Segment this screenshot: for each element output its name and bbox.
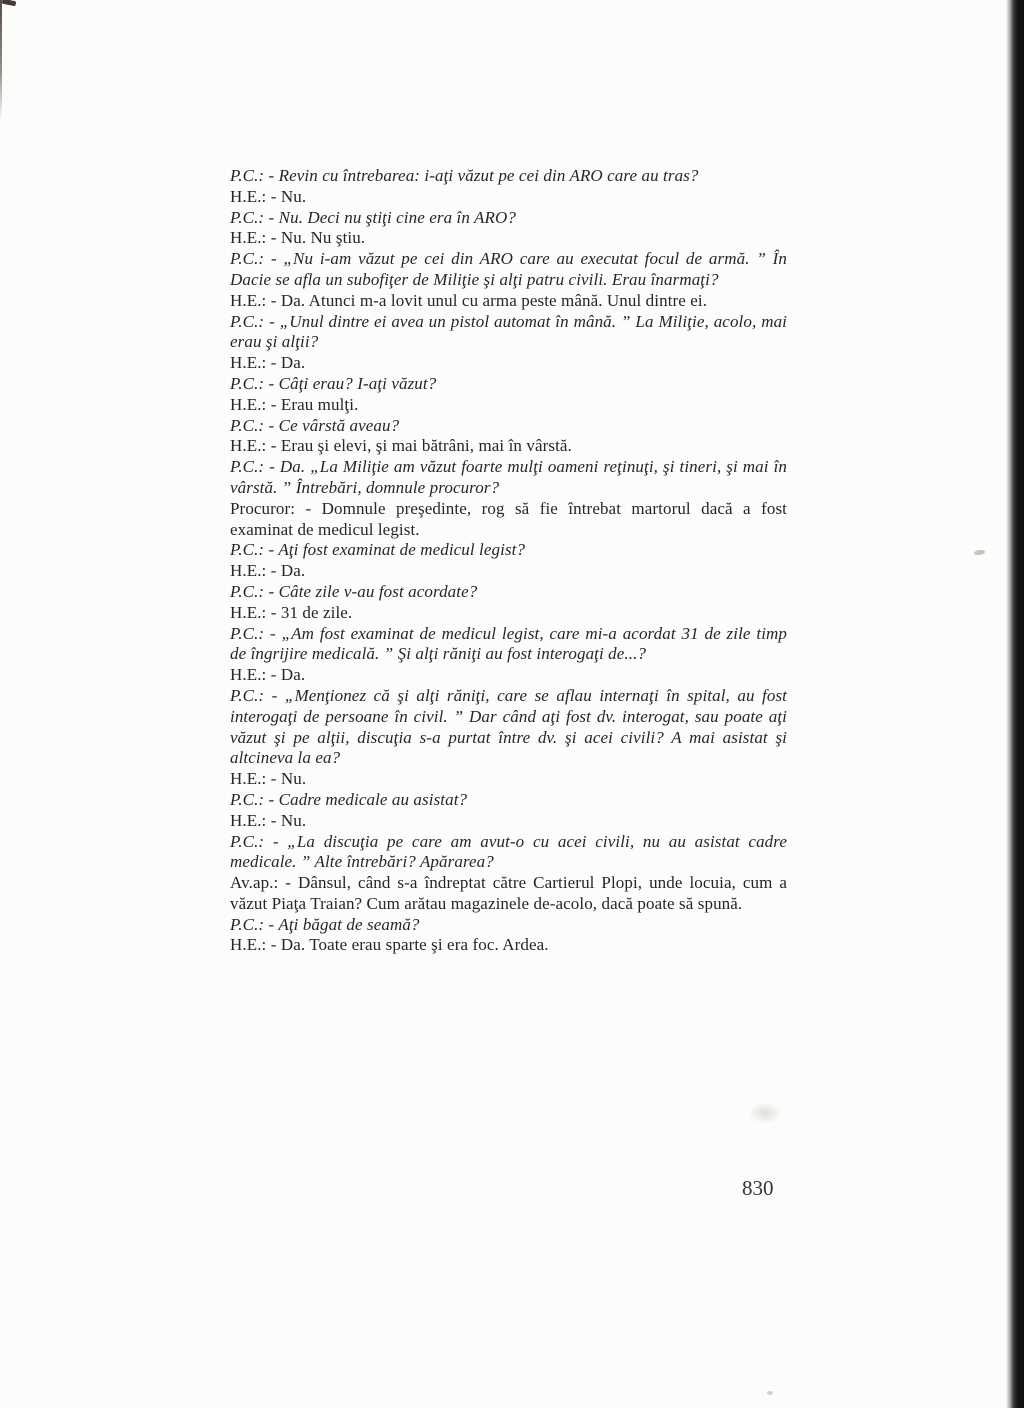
transcript-paragraph: P.C.: - Da. „La Miliţie am văzut foarte mulţi oameni reţinuţi, şi tineri, şi mai în vârstă. ” Întrebări, domnule procuror?	[230, 457, 787, 497]
transcript-paragraph: H.E.: - Da. Atunci m-a lovit unul cu arma peste mână. Unul dintre ei.	[230, 290, 708, 310]
transcript-paragraph: P.C.: - Aţi băgat de seamă?	[230, 914, 420, 934]
transcript-block	[230, 166, 787, 956]
transcript-paragraph: H.E.: - Da.	[230, 353, 306, 373]
transcript-paragraph: P.C.: - Câte zile v-au fost acordate?	[230, 581, 478, 601]
transcript-paragraph: H.E.: - Da.	[230, 665, 306, 685]
transcript-paragraph: H.E.: - Nu.	[230, 810, 307, 830]
scan-smudge	[748, 1102, 782, 1124]
transcript-paragraph: P.C.: - Ce vârstă aveau?	[230, 415, 400, 435]
scan-speck	[974, 549, 986, 555]
scan-left-edge-line	[0, 0, 2, 120]
transcript-paragraph: P.C.: - Cadre medicale au asistat?	[230, 789, 468, 809]
transcript-paragraph: H.E.: - Nu. Nu ştiu.	[230, 228, 366, 248]
transcript-paragraph: H.E.: - Erau şi elevi, şi mai bătrâni, mai în vârstă.	[230, 436, 572, 456]
transcript-paragraph: P.C.: - „Unul dintre ei avea un pistol automat în mână. ” La Miliţie, acolo, mai erau şi alţii?	[230, 311, 787, 352]
scan-dot	[767, 1391, 773, 1395]
transcript-paragraph: H.E.: - Nu.	[230, 769, 307, 789]
transcript-paragraph: P.C.: - Revin cu întrebarea: i-aţi văzut pe cei din ARO care au tras?	[230, 166, 699, 185]
transcript-paragraph: P.C.: - „Am fost examinat de medicul legist, care mi-a acordat 31 de zile timp de îngrijire medicală. ” Şi alţi răniţi au fost interogaţi de...?	[230, 623, 787, 664]
scan-corner-mark	[2, 0, 17, 6]
transcript-paragraph: P.C.: - Nu. Deci nu ştiţi cine era în ARO?	[230, 207, 516, 227]
transcript-paragraph: P.C.: - Aţi fost examinat de medicul legist?	[230, 540, 526, 560]
transcript-paragraph: P.C.: - „Menţionez că şi alţi răniţi, care se aflau internaţi în spital, au fost interogaţi de persoane în civil. ” Dar când aţi fost dv. interogat, sau poate aţi văzut şi pe alţii, discuţia s-a purtat între dv. şi acei civili? A mai asistat şi altcineva la ea?	[230, 685, 787, 768]
transcript-paragraph: H.E.: - Da.	[230, 561, 306, 581]
transcript-paragraph: P.C.: - „La discuţia pe care am avut-o cu acei civili, nu au asistat cadre medicale. ” Alte întrebări? Apărarea?	[230, 831, 787, 872]
transcript-paragraph: Procuror: - Domnule preşedinte, rog să fie întrebat martorul dacă a fost examinat de medicul legist.	[230, 498, 787, 539]
page-number: 830	[742, 1176, 774, 1200]
transcript-paragraph: P.C.: - Câţi erau? I-aţi văzut?	[230, 373, 437, 393]
transcript-paragraph: H.E.: - 31 de zile.	[230, 602, 353, 622]
transcript-paragraph: H.E.: - Erau mulţi.	[230, 394, 359, 414]
transcript-paragraph: H.E.: - Nu.	[230, 186, 307, 206]
transcript-paragraph: P.C.: - „Nu i-am văzut pe cei din ARO care au executat focul de armă. ” În Dacie se afla un subofiţer de Miliţie şi alţi patru civili. Erau înarmaţi?	[230, 249, 787, 289]
scan-edge-shadow-bar	[1006, 0, 1024, 1408]
transcript-paragraph: H.E.: - Da. Toate erau sparte şi era foc. Ardea.	[230, 935, 549, 955]
transcript-paragraph: Av.ap.: - Dânsul, când s-a îndreptat către Cartierul Plopi, unde locuia, cum a văzut Piaţa Traian? Cum arătau magazinele de-acolo, dacă poate să spună.	[230, 873, 787, 913]
